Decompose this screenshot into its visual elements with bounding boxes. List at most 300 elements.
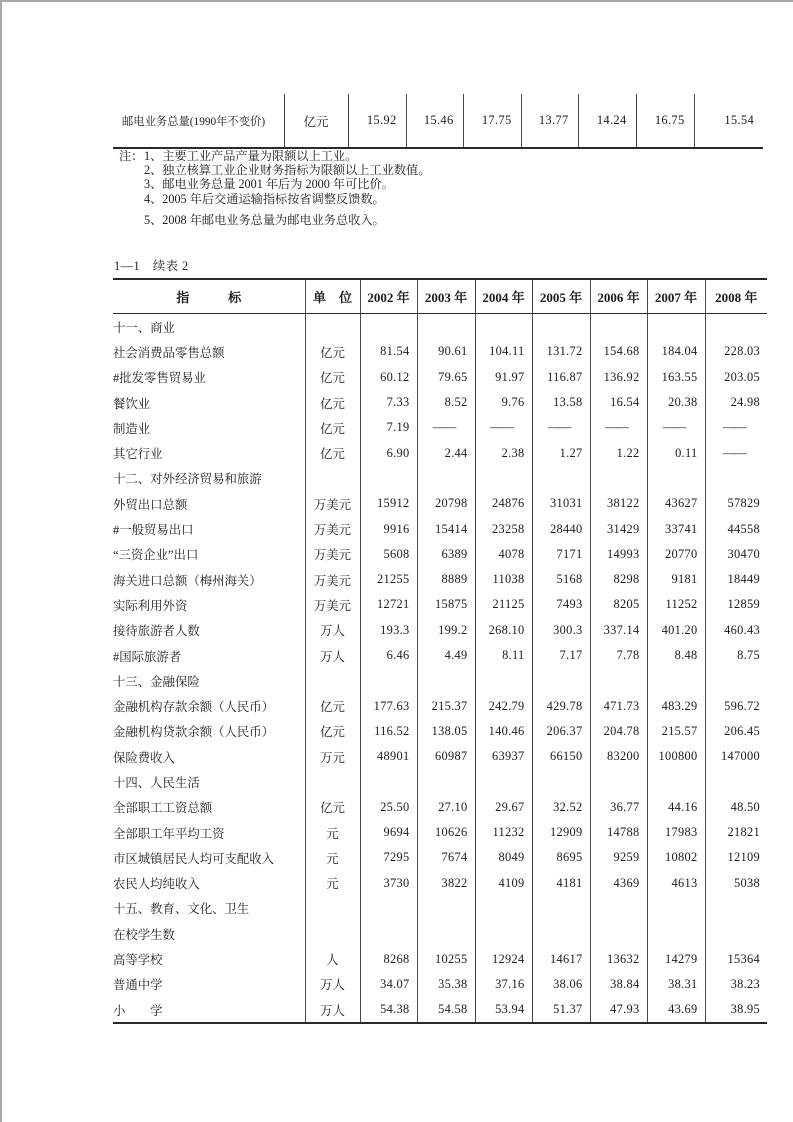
row-value: 2.44: [417, 440, 475, 465]
row-value: 104.11: [475, 339, 532, 364]
row-value: 47.93: [590, 997, 647, 1023]
row-value: 38.06: [532, 972, 590, 997]
row-unit: 元: [305, 845, 360, 870]
row-value: 24876: [475, 491, 532, 516]
row-value: 199.2: [417, 618, 475, 643]
row-value: 4109: [475, 871, 532, 896]
row-value: 14993: [590, 542, 647, 567]
row-value: [532, 769, 590, 794]
row-label: 普通中学: [113, 972, 305, 997]
row-value: 8049: [475, 845, 532, 870]
row-label: 十三、金融保险: [113, 668, 305, 693]
row-value: [705, 466, 767, 491]
row-unit: 元: [305, 871, 360, 896]
table-row: [113, 744, 767, 769]
table-row: [113, 542, 767, 567]
row-value: 4181: [532, 871, 590, 896]
row-value: 54.38: [360, 997, 417, 1023]
row-value: [360, 668, 417, 693]
table-row: [113, 618, 767, 643]
row-value: 163.55: [647, 365, 705, 390]
row-value: 44558: [727, 521, 760, 536]
row-value: 66150: [532, 744, 590, 769]
row-value: 14.24: [578, 94, 636, 148]
row-value: ——: [722, 445, 746, 460]
row-value: 7.19: [360, 415, 417, 440]
row-value: [590, 314, 647, 340]
row-value: [475, 466, 532, 491]
row-value: [647, 314, 705, 340]
row-value: [360, 466, 417, 491]
row-value: 242.79: [475, 693, 532, 718]
row-value: 11232: [475, 820, 532, 845]
header-unit: 单 位: [305, 279, 360, 314]
row-label: 市区城镇居民人均可支配收入: [113, 845, 305, 870]
table-row: [113, 921, 767, 946]
row-value: 5168: [532, 567, 590, 592]
row-value: 2.38: [475, 440, 532, 465]
row-value: ——: [647, 415, 705, 440]
row-value: 15414: [417, 516, 475, 541]
row-value: 16.54: [590, 390, 647, 415]
row-value: 32.52: [532, 795, 590, 820]
row-value: 54.58: [417, 997, 475, 1023]
row-label: 十二、对外经济贸易和旅游: [113, 466, 305, 491]
note-item: 3、邮电业务总量 2001 年后为 2000 年可比价。: [144, 177, 394, 192]
row-value: 7.78: [590, 643, 647, 668]
row-unit: 亿元: [305, 795, 360, 820]
header-year: 2007 年: [647, 279, 705, 314]
row-value: [590, 921, 647, 946]
header-year: 2005 年: [532, 279, 590, 314]
row-value: 596.72: [724, 698, 760, 713]
row-value: 204.78: [590, 719, 647, 744]
table-row: [113, 567, 767, 592]
row-unit: 人: [305, 946, 360, 971]
row-value: 38.84: [590, 972, 647, 997]
table-row: [113, 719, 767, 744]
row-value: 154.68: [590, 339, 647, 364]
row-label: 十五、教育、文化、卫生: [113, 896, 305, 921]
row-unit: 万人: [305, 972, 360, 997]
row-value: 4369: [590, 871, 647, 896]
header-year: 2004 年: [475, 279, 532, 314]
row-value: [532, 896, 590, 921]
row-label: 金融机构存款余额（人民币）: [113, 693, 305, 718]
row-value: 28440: [532, 516, 590, 541]
row-value: 215.37: [417, 693, 475, 718]
notes-block: [119, 149, 430, 227]
row-value: [417, 896, 475, 921]
row-value: 83200: [590, 744, 647, 769]
row-label: 邮电业务总量(1990年不变价): [113, 94, 284, 148]
row-value: 228.03: [724, 344, 760, 359]
row-value: 10255: [417, 946, 475, 971]
row-value: 60.12: [360, 365, 417, 390]
row-value: [647, 896, 705, 921]
main-table-body: [113, 314, 767, 1024]
row-value: [475, 668, 532, 693]
row-label: 接待旅游者人数: [113, 618, 305, 643]
table-row: [113, 820, 767, 845]
row-value: 3730: [360, 871, 417, 896]
table-row: [113, 516, 767, 541]
row-label: #一般贸易出口: [113, 516, 305, 541]
row-label: #国际旅游者: [113, 643, 305, 668]
row-value: 206.37: [532, 719, 590, 744]
row-unit: 万人: [305, 997, 360, 1023]
table-row: [113, 643, 767, 668]
row-value: 34.07: [360, 972, 417, 997]
row-value: 27.10: [417, 795, 475, 820]
row-value: [705, 668, 767, 693]
row-value: [360, 896, 417, 921]
row-label: 其它行业: [113, 440, 305, 465]
row-value: 15.54: [724, 113, 754, 127]
row-value: 7295: [360, 845, 417, 870]
header-indicator: 指 标: [113, 279, 305, 314]
row-value: 33741: [647, 516, 705, 541]
row-value: 15.46: [406, 94, 463, 148]
row-value: 15364: [727, 951, 760, 966]
row-value: 81.54: [360, 339, 417, 364]
row-value: 91.97: [475, 365, 532, 390]
table-row: [113, 314, 767, 340]
row-value: 38.23: [730, 976, 760, 991]
row-value: 300.3: [532, 618, 590, 643]
row-label: 全部职工工资总额: [113, 795, 305, 820]
row-value: ——: [475, 415, 532, 440]
row-value: ——: [417, 415, 475, 440]
row-value: 37.16: [475, 972, 532, 997]
row-value: 12859: [727, 597, 760, 612]
row-value: 8.48: [647, 643, 705, 668]
row-value: 8.11: [475, 643, 532, 668]
row-value: [475, 314, 532, 340]
row-value: [417, 466, 475, 491]
row-value: ——: [532, 415, 590, 440]
row-value: [705, 769, 767, 794]
row-label: 实际利用外资: [113, 592, 305, 617]
row-value: 147000: [721, 749, 760, 764]
table-row: [113, 592, 767, 617]
row-value: 7.33: [360, 390, 417, 415]
table-row: [113, 997, 767, 1023]
row-value: 10626: [417, 820, 475, 845]
row-value: 6.46: [360, 643, 417, 668]
row-value: 13632: [590, 946, 647, 971]
row-value: [647, 769, 705, 794]
row-value: 136.92: [590, 365, 647, 390]
notes-items: [144, 149, 430, 227]
row-value: 12721: [360, 592, 417, 617]
row-value: [532, 466, 590, 491]
row-value: 30470: [727, 546, 760, 561]
row-unit: 万美元: [305, 592, 360, 617]
table-row: [113, 491, 767, 516]
row-label: 在校学生数: [113, 921, 305, 946]
row-value: 268.10: [475, 618, 532, 643]
table-row: [113, 795, 767, 820]
row-value: [590, 668, 647, 693]
row-value: [417, 921, 475, 946]
row-label: 社会消费品零售总额: [113, 339, 305, 364]
row-value: [705, 896, 767, 921]
table-row: [113, 693, 767, 718]
row-value: 140.46: [475, 719, 532, 744]
row-value: 21821: [727, 825, 760, 840]
note-item: 4、2005 年后交通运输指标按省调整反馈数。: [144, 191, 385, 206]
row-value: 43.69: [647, 997, 705, 1023]
row-value: 17983: [647, 820, 705, 845]
note-item: 2、独立核算工业企业财务指标为限额以上工业数值。: [144, 163, 431, 178]
row-label: #批发零售贸易业: [113, 365, 305, 390]
row-unit: 亿元: [305, 719, 360, 744]
row-unit: 万美元: [305, 567, 360, 592]
row-value: 17.75: [463, 94, 521, 148]
row-value: 11038: [475, 567, 532, 592]
row-label: 外贸出口总额: [113, 491, 305, 516]
row-unit: 亿元: [305, 415, 360, 440]
row-value: 51.37: [532, 997, 590, 1023]
table-row: [113, 668, 767, 693]
table-row: [113, 415, 767, 440]
table-row: [113, 339, 767, 364]
row-value: 7493: [532, 592, 590, 617]
row-unit: 亿元: [305, 390, 360, 415]
row-value: [475, 769, 532, 794]
row-value: 53.94: [475, 997, 532, 1023]
row-value: 5038: [734, 875, 760, 890]
row-label: 农民人均纯收入: [113, 871, 305, 896]
row-value: 15912: [360, 491, 417, 516]
row-value: 7.17: [532, 643, 590, 668]
row-label: 十四、人民生活: [113, 769, 305, 794]
row-value: 10802: [647, 845, 705, 870]
row-value: 36.77: [590, 795, 647, 820]
header-year: 2003 年: [417, 279, 475, 314]
row-value: 43627: [647, 491, 705, 516]
row-value: 13.58: [532, 390, 590, 415]
row-value: 1.27: [532, 440, 590, 465]
row-value: 7171: [532, 542, 590, 567]
row-value: 1.22: [590, 440, 647, 465]
note-item: 1、主要工业产品产量为限额以上工业。: [144, 149, 358, 163]
row-value: 401.20: [647, 618, 705, 643]
table-row: [113, 845, 767, 870]
row-value: 20.38: [647, 390, 705, 415]
row-value: 100800: [647, 744, 705, 769]
row-value: [532, 921, 590, 946]
row-value: ——: [722, 420, 746, 435]
row-value: 18449: [727, 572, 760, 587]
row-value: [532, 668, 590, 693]
row-value: 206.45: [724, 723, 760, 738]
row-value: 20798: [417, 491, 475, 516]
row-unit: [305, 769, 360, 794]
row-value: [590, 466, 647, 491]
row-value: 4.49: [417, 643, 475, 668]
row-value: 15.92: [348, 94, 406, 148]
row-unit: 万人: [305, 618, 360, 643]
row-value: 20770: [647, 542, 705, 567]
row-value: 131.72: [532, 339, 590, 364]
row-value: [360, 314, 417, 340]
row-value: 13.77: [521, 94, 578, 148]
row-unit: 万美元: [305, 542, 360, 567]
row-label: 高等学校: [113, 946, 305, 971]
table-row: [113, 440, 767, 465]
row-value: 8268: [360, 946, 417, 971]
row-value: 48.50: [730, 799, 760, 814]
row-unit: 元: [305, 820, 360, 845]
note-item: 5、2008 年邮电业务总量为邮电业务总收入。: [144, 212, 385, 227]
row-value: 184.04: [647, 339, 705, 364]
row-value: [647, 466, 705, 491]
row-unit: 万元: [305, 744, 360, 769]
row-label: 餐饮业: [113, 390, 305, 415]
row-value: 12909: [532, 820, 590, 845]
row-value: 8298: [590, 567, 647, 592]
row-label: 小 学: [113, 997, 305, 1023]
row-value: 215.57: [647, 719, 705, 744]
row-value: 21255: [360, 567, 417, 592]
row-value: 5608: [360, 542, 417, 567]
row-value: 429.78: [532, 693, 590, 718]
row-value: [475, 896, 532, 921]
row-value: 9.76: [475, 390, 532, 415]
row-value: [417, 314, 475, 340]
row-value: 38122: [590, 491, 647, 516]
row-value: 203.05: [724, 369, 760, 384]
row-unit: [305, 314, 360, 340]
table-row: [113, 896, 767, 921]
row-unit: 万美元: [305, 516, 360, 541]
row-value: 4613: [647, 871, 705, 896]
row-label: 十一、商业: [113, 314, 305, 340]
row-value: 24.98: [730, 395, 760, 410]
row-value: 471.73: [590, 693, 647, 718]
row-value: 60987: [417, 744, 475, 769]
row-value: [705, 314, 767, 340]
row-value: [417, 769, 475, 794]
row-value: [647, 921, 705, 946]
row-value: 21125: [475, 592, 532, 617]
row-value: 79.65: [417, 365, 475, 390]
row-label: “三资企业”出口: [113, 542, 305, 567]
row-unit: [305, 896, 360, 921]
row-value: 116.87: [532, 365, 590, 390]
row-value: 193.3: [360, 618, 417, 643]
row-value: 14279: [647, 946, 705, 971]
table-row: [113, 769, 767, 794]
row-value: 14788: [590, 820, 647, 845]
table-row: [113, 365, 767, 390]
table-row: [113, 390, 767, 415]
row-value: 6.90: [360, 440, 417, 465]
row-label: 金融机构贷款余额（人民币）: [113, 719, 305, 744]
row-value: ——: [590, 415, 647, 440]
row-value: 15875: [417, 592, 475, 617]
row-label: 制造业: [113, 415, 305, 440]
row-value: 12924: [475, 946, 532, 971]
row-value: 38.31: [647, 972, 705, 997]
row-unit: 亿元: [305, 693, 360, 718]
row-value: 8.52: [417, 390, 475, 415]
row-value: [360, 769, 417, 794]
row-value: 35.38: [417, 972, 475, 997]
row-value: 8889: [417, 567, 475, 592]
row-unit: 亿元: [305, 365, 360, 390]
row-value: 29.67: [475, 795, 532, 820]
table-row: [113, 972, 767, 997]
row-value: 9181: [647, 567, 705, 592]
row-value: [590, 769, 647, 794]
header-year: 2002 年: [360, 279, 417, 314]
header-row: [113, 279, 767, 314]
row-value: 8695: [532, 845, 590, 870]
row-value: [417, 668, 475, 693]
header-year: 2006 年: [590, 279, 647, 314]
continued-table-top: [113, 94, 763, 149]
row-value: 460.43: [724, 622, 760, 637]
row-value: [590, 896, 647, 921]
row-label: 全部职工年平均工资: [113, 820, 305, 845]
row-unit: 万美元: [305, 491, 360, 516]
row-value: 138.05: [417, 719, 475, 744]
row-unit: [305, 921, 360, 946]
header-year: 2008 年: [705, 279, 767, 314]
row-value: 4078: [475, 542, 532, 567]
main-table-header: [113, 279, 767, 314]
row-unit: 亿元: [305, 339, 360, 364]
row-value: 116.52: [360, 719, 417, 744]
row-value: 6389: [417, 542, 475, 567]
table-row: [113, 466, 767, 491]
row-value: 337.14: [590, 618, 647, 643]
row-label: 保险费收入: [113, 744, 305, 769]
row-value: 44.16: [647, 795, 705, 820]
table-row: [113, 871, 767, 896]
row-value: 16.75: [636, 94, 694, 148]
main-table: [113, 278, 767, 1024]
row-value: 7674: [417, 845, 475, 870]
row-value: 11252: [647, 592, 705, 617]
row-value: 48901: [360, 744, 417, 769]
notes-prefix: 注：: [119, 149, 144, 163]
row-value: 9259: [590, 845, 647, 870]
row-unit: 亿元: [305, 440, 360, 465]
row-label: 海关进口总额（梅州海关）: [113, 567, 305, 592]
row-value: [475, 921, 532, 946]
row-value: 9694: [360, 820, 417, 845]
row-value: 31031: [532, 491, 590, 516]
row-value: 9916: [360, 516, 417, 541]
row-value: [360, 921, 417, 946]
row-value: 3822: [417, 871, 475, 896]
row-value: 12109: [727, 850, 760, 865]
row-value: 8205: [590, 592, 647, 617]
row-value: 177.63: [360, 693, 417, 718]
table-label: 1—1 续表 2: [114, 259, 189, 273]
row-value: 8.75: [737, 648, 760, 662]
row-value: 57829: [727, 496, 760, 511]
table-row: [113, 946, 767, 971]
row-value: [647, 668, 705, 693]
row-unit: [305, 668, 360, 693]
row-value: 14617: [532, 946, 590, 971]
row-value: 38.95: [730, 1002, 760, 1017]
